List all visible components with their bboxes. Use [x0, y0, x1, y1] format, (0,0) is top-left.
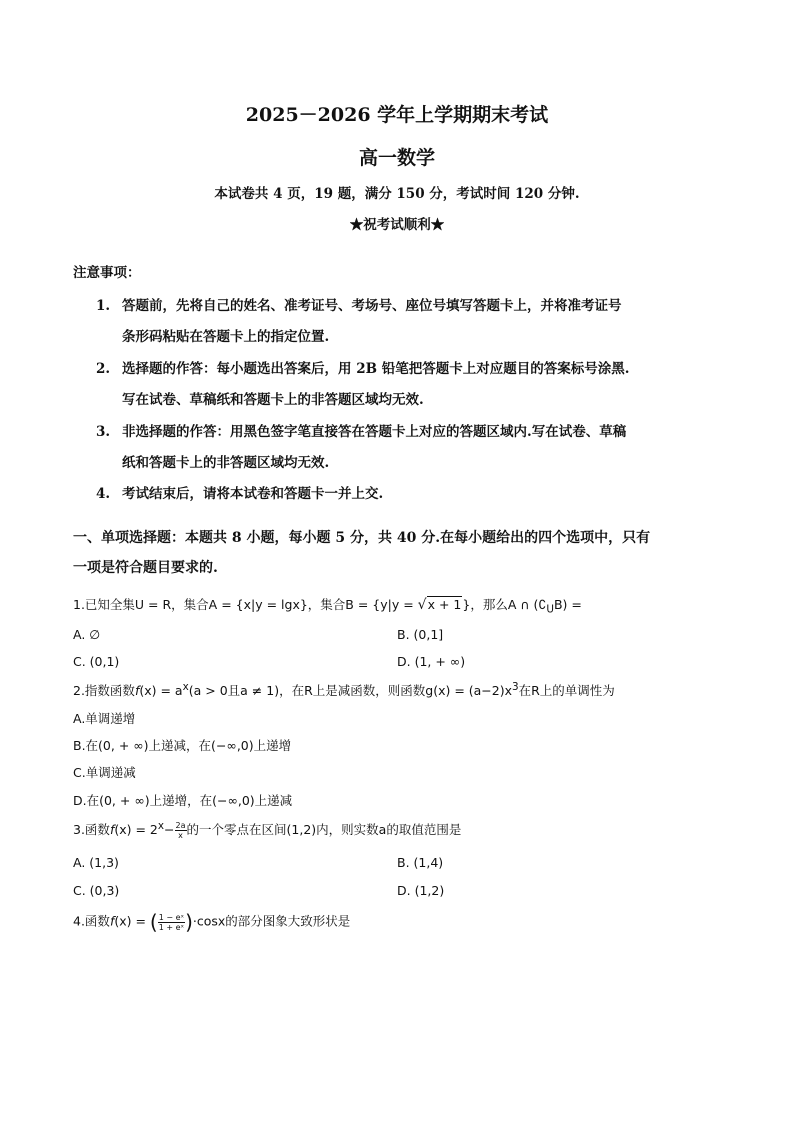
q2-stem: (x) = a	[139, 683, 183, 699]
notice-num: 4.	[96, 486, 111, 502]
sqrt-icon: √	[417, 597, 427, 613]
section-line: 一项是符合题目要求的.	[73, 560, 218, 576]
notice-line: 写在试卷、草稿纸和答题卡上的非答题区域均无效.	[122, 392, 424, 408]
notice-item-3	[96, 420, 726, 471]
notice-item-2	[96, 357, 726, 408]
notice-line: 条形码粘贴在答题卡上的指定位置.	[122, 329, 330, 345]
q2-stem: 2.指数函数	[73, 683, 135, 699]
q1-sub: U	[546, 603, 554, 616]
q4-stem: (x) =	[114, 913, 150, 929]
q2-sup: 3	[512, 681, 519, 693]
q1-sqrt-content: x + 1	[427, 597, 462, 612]
left-paren-icon: (	[149, 910, 158, 934]
exam-info: 本试卷共 4 页，19 题，满分 150 分，考试时间 120 分钟.	[214, 186, 580, 202]
notice-line: 考试结束后，请将本试卷和答题卡一并上交.	[122, 486, 384, 502]
q3-stem: −	[164, 822, 175, 838]
q3-stem: (x) = 2	[114, 822, 158, 838]
notice-num: 1.	[96, 298, 111, 314]
q1-option-d: D. (1, + ∞)	[397, 654, 466, 669]
question-2	[73, 681, 733, 699]
right-paren-icon: )	[185, 910, 193, 934]
q4-stem: ·cosx的部分图象大致形状是	[192, 913, 351, 929]
q2-option-c: C.单调递减	[73, 765, 136, 780]
q3-stem: 3.函数	[73, 822, 110, 838]
notice-num: 2.	[96, 361, 111, 377]
notice-line: 选择题的作答：每小题选出答案后，用 2B 铅笔把答题卡上对应题目的答案标号涂黑.	[122, 361, 630, 377]
q3-sup: x	[157, 820, 165, 832]
notice-heading: 注意事项：	[73, 265, 141, 281]
q3-stem: 的一个零点在区间(1,2)内，则实数a的取值范围是	[186, 822, 462, 838]
q3-option-a: A. (1,3)	[73, 855, 119, 870]
q3-f: f	[109, 822, 115, 838]
q1-stem: 1.已知全集U = R，集合A = {x|y = lgx}，集合B = {y|y =	[73, 597, 418, 612]
notice-item-1	[96, 294, 726, 345]
q1-option-b: B. (0,1]	[397, 627, 444, 642]
q3-fraction	[175, 821, 187, 840]
q1-stem: }，那么A ∩ (∁	[462, 597, 547, 612]
section-heading	[73, 523, 723, 583]
q2-option-d: D.在(0, + ∞)上递增，在(−∞,0)上递减	[73, 793, 293, 808]
notice-line: 纸和答题卡上的非答题区域均无效.	[122, 455, 330, 471]
notice-item-4	[96, 482, 726, 502]
notice-line: 非选择题的作答：用黑色签字笔直接答在答题卡上对应的答题区域内.写在试卷、草稿	[122, 424, 627, 440]
section-line: 一、单项选择题：本题共 8 小题，每小题 5 分，共 40 分.在每小题给出的四个选项中，只有	[73, 530, 651, 546]
q3-option-b: B. (1,4)	[397, 855, 444, 870]
q2-f: f	[134, 683, 140, 699]
q2-option-b: B.在(0, + ∞)上递减，在(−∞,0)上递增	[73, 738, 292, 753]
question-3	[73, 820, 733, 840]
q1-stem: B) =	[553, 597, 582, 612]
q4-stem: 4.函数	[73, 913, 110, 929]
q2-stem: 在R上的单调性为	[518, 683, 615, 699]
exam-wish: ★祝考试顺利★	[349, 217, 445, 233]
q3-frac-den: x	[178, 831, 183, 841]
question-4	[73, 910, 733, 934]
q4-fraction	[158, 913, 185, 932]
q4-frac-num: 1 − eˣ	[158, 912, 185, 922]
q2-stem: (a > 0且a ≠ 1)，在R上是减函数，则函数g(x) = (a−2)x	[188, 683, 512, 699]
q1-option-a: A. ∅	[73, 627, 101, 642]
exam-title: 2025－2026 学年上学期期末考试	[245, 104, 549, 126]
q2-sup: x	[182, 681, 189, 693]
q2-option-a: A.单调递增	[73, 711, 136, 726]
q4-f: f	[109, 913, 115, 929]
notice-num: 3.	[96, 424, 111, 440]
q4-frac-den: 1 + eˣ	[158, 922, 185, 932]
exam-subject: 高一数学	[358, 147, 435, 169]
q3-frac-num: 2a	[175, 821, 186, 831]
q1-option-c: C. (0,1)	[73, 654, 120, 669]
q3-option-c: C. (0,3)	[73, 883, 120, 898]
q3-option-d: D. (1,2)	[397, 883, 445, 898]
notice-line: 答题前，先将自己的姓名、准考证号、考场号、座位号填写答题卡上，并将准考证号	[122, 298, 622, 314]
question-1	[73, 595, 733, 616]
